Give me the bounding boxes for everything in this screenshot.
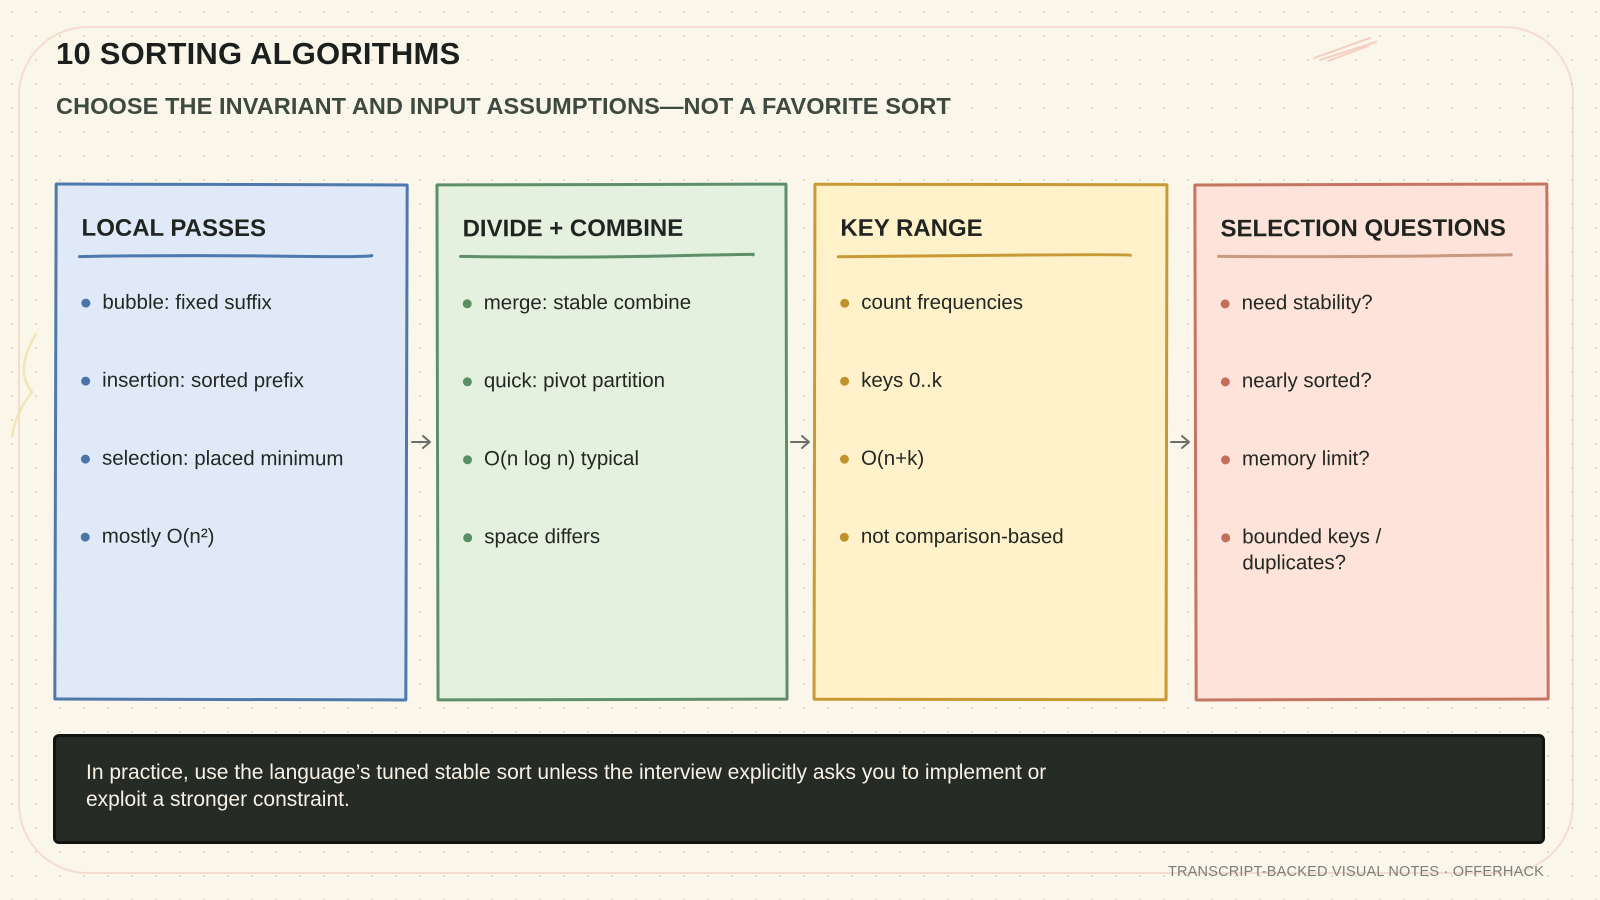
bullet-dot xyxy=(840,377,849,386)
item-list xyxy=(463,290,765,549)
title-underline xyxy=(459,252,755,261)
list-item xyxy=(840,446,1145,473)
item-text: keys 0..k xyxy=(861,368,943,392)
item-text: O(n+k) xyxy=(860,446,925,470)
item-text: count frequencies xyxy=(861,290,1024,315)
footer-credit: TRANSCRIPT-BACKED VISUAL NOTES · OFFERHACK xyxy=(1167,864,1544,880)
list-item xyxy=(1221,290,1526,317)
title-underline xyxy=(836,252,1132,261)
item-text: merge: stable combine xyxy=(483,290,692,315)
title-underline xyxy=(1217,252,1513,261)
panel-divide-combine xyxy=(435,183,788,702)
list-item xyxy=(840,368,1145,395)
bullet-dot xyxy=(1221,533,1230,542)
bullet-dot xyxy=(81,299,90,308)
item-text: bubble: fixed suffix xyxy=(102,290,272,315)
scribble-decoration-left xyxy=(6,330,46,440)
summary-callout xyxy=(53,734,1545,844)
item-list xyxy=(81,290,385,548)
arrow-right-icon xyxy=(410,433,434,451)
bullet-dot xyxy=(1221,377,1230,386)
item-text: selection: placed minimum xyxy=(101,446,344,471)
panel-local-passes xyxy=(53,183,408,702)
bullet-dot xyxy=(463,455,472,464)
item-text: insertion: sorted prefix xyxy=(102,368,304,393)
callout-text: In practice, use the language’s tuned stable sort unless the interview explicitly asks you to implement or exploit a stronger constraint. xyxy=(86,761,1047,811)
panel-title: LOCAL PASSES xyxy=(81,214,267,243)
list-item xyxy=(463,368,765,395)
arrow-right-icon xyxy=(1169,433,1193,451)
bullet-dot xyxy=(463,299,472,308)
title-underline xyxy=(77,252,373,261)
arrow-right-icon xyxy=(789,433,813,451)
list-item xyxy=(840,290,1145,317)
page-title: 10 SORTING ALGORITHMS xyxy=(56,36,461,71)
bullet-dot xyxy=(840,533,849,542)
panel-title: SELECTION QUESTIONS xyxy=(1220,214,1506,243)
list-item xyxy=(463,290,765,317)
item-text: bounded keys / duplicates? xyxy=(1242,524,1382,575)
item-list xyxy=(840,290,1145,549)
list-item xyxy=(81,524,385,551)
panel-key-range xyxy=(813,183,1169,702)
bullet-dot xyxy=(463,377,472,386)
item-text: nearly sorted? xyxy=(1241,368,1372,393)
item-text: not comparison-based xyxy=(860,524,1064,549)
item-text: memory limit? xyxy=(1242,447,1370,471)
panel-title: DIVIDE + COMBINE xyxy=(462,214,684,243)
bullet-dot xyxy=(81,455,90,464)
list-item xyxy=(463,524,765,551)
list-item xyxy=(463,446,765,473)
bullet-dot xyxy=(1221,455,1230,464)
item-text: O(n log n) typical xyxy=(484,446,640,471)
item-text: need stability? xyxy=(1241,290,1373,315)
bullet-dot xyxy=(840,455,849,464)
bullet-dot xyxy=(81,533,90,542)
list-item xyxy=(840,524,1145,551)
panel-title: KEY RANGE xyxy=(840,214,983,242)
item-text: quick: pivot partition xyxy=(483,368,666,393)
list-item xyxy=(1221,368,1526,395)
page-subtitle: CHOOSE THE INVARIANT AND INPUT ASSUMPTIONS—NOT A FAVORITE SORT xyxy=(56,93,951,119)
list-item xyxy=(1221,446,1526,473)
bullet-dot xyxy=(81,377,90,386)
item-text: mostly O(n²) xyxy=(101,524,215,548)
list-item xyxy=(81,290,385,317)
list-item xyxy=(81,446,385,473)
bullet-dot xyxy=(463,533,472,542)
item-text: space differs xyxy=(484,525,601,549)
item-list xyxy=(1221,290,1526,575)
panel-selection-questions xyxy=(1193,183,1549,702)
list-item xyxy=(81,368,385,395)
list-item xyxy=(1221,524,1412,576)
scribble-decoration-top-right xyxy=(1310,34,1380,64)
bullet-dot xyxy=(840,299,849,308)
bullet-dot xyxy=(1221,299,1230,308)
